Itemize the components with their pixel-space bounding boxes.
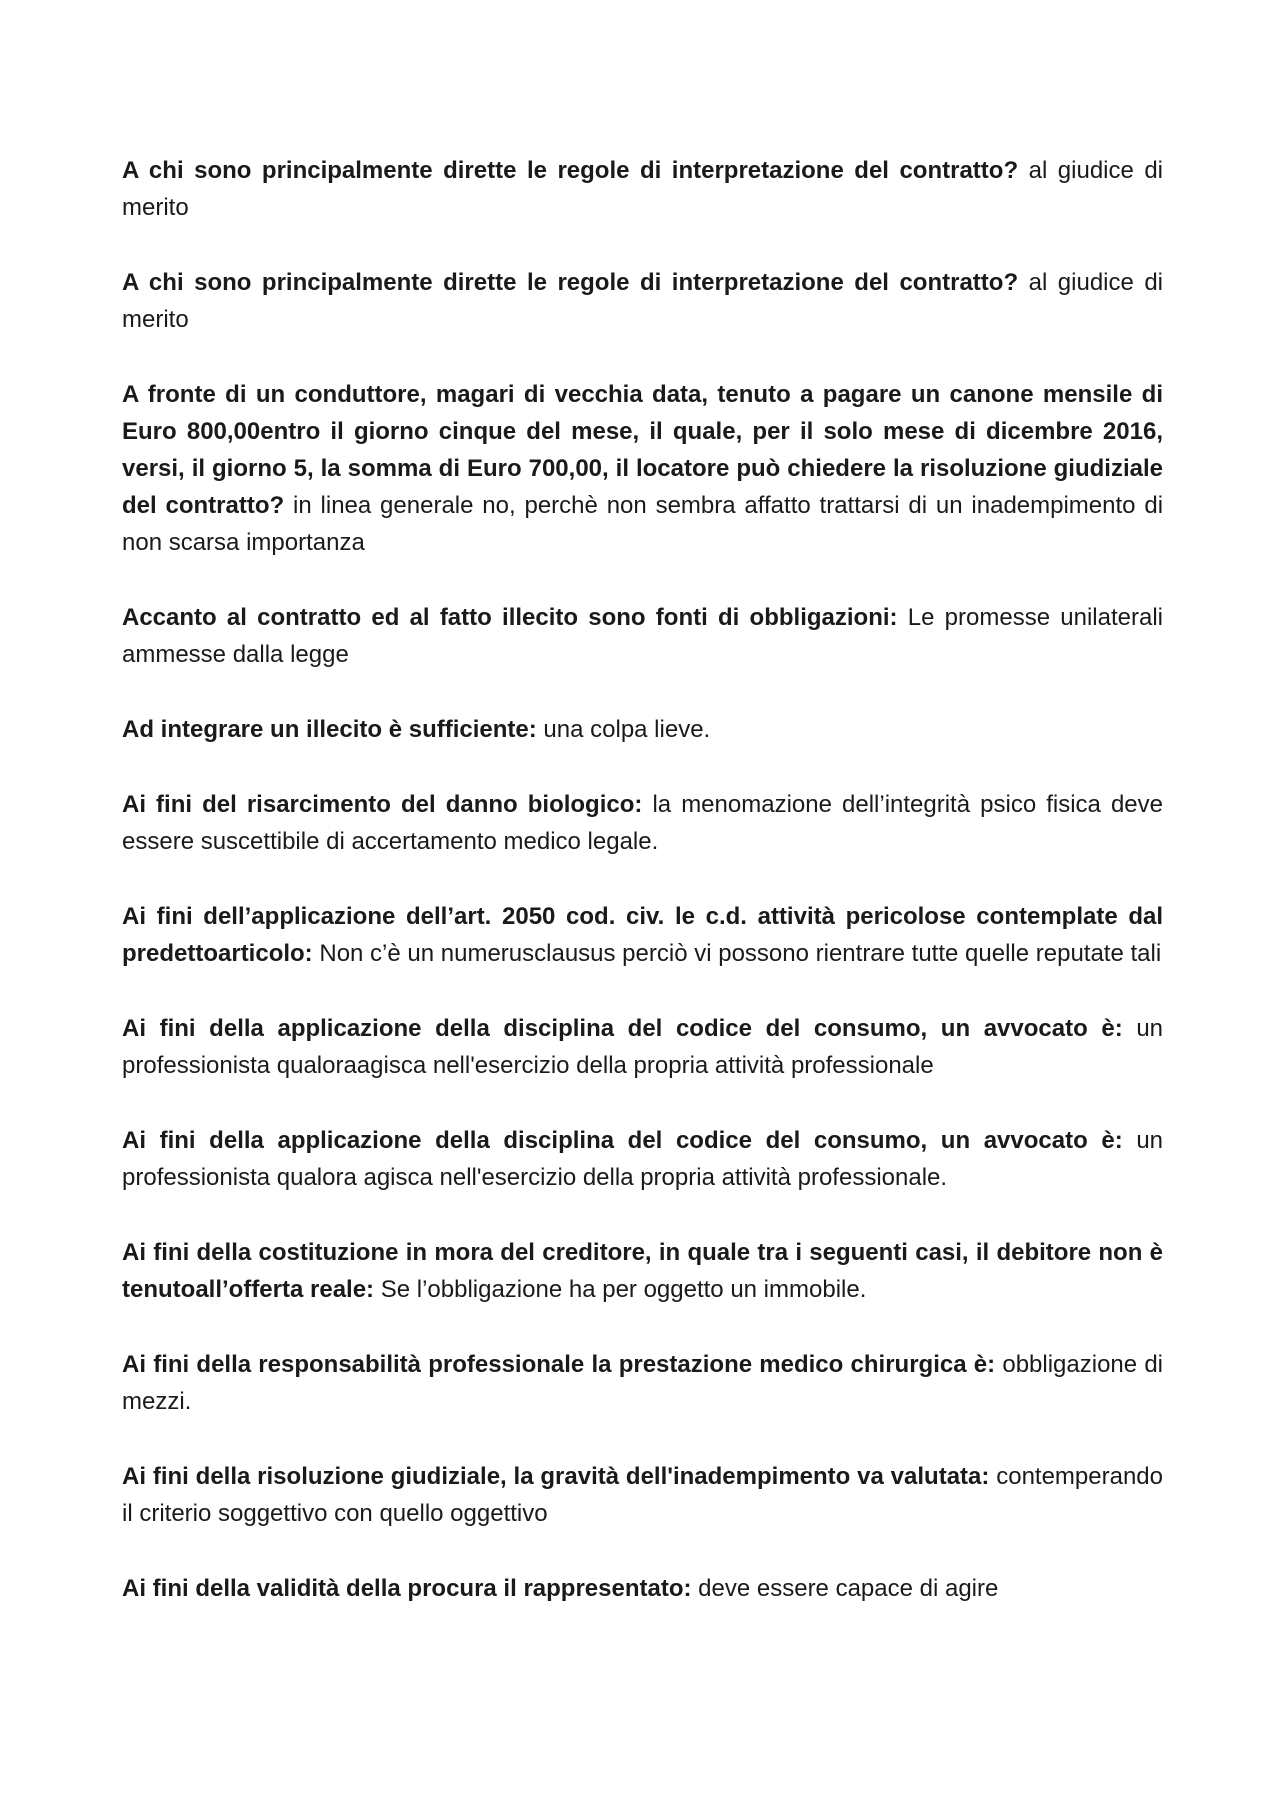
question-text: Ad integrare un illecito è sufficiente: [122,716,537,743]
question-text: Ai fini della risoluzione giudiziale, la gravità dell'inadempimento va valutata: [122,1463,990,1490]
qa-entry [122,376,1163,561]
qa-entry [122,1234,1163,1308]
question-text: Accanto al contratto ed al fatto illecito sono fonti di obbligazioni: [122,604,898,631]
answer-text: una colpa lieve. [543,716,711,743]
qa-entry [122,152,1163,226]
answer-text: Se l’obbligazione ha per oggetto un immobile. [380,1276,867,1303]
answer-text: Le promesse unilaterali ammesse dalla legge [122,604,1164,668]
qa-entry [122,264,1163,338]
question-text: Ai fini della responsabilità professionale la prestazione medico chirurgica è: [122,1351,996,1378]
answer-text: un professionista qualora agisca nell'esercizio della propria attività professionale. [122,1127,1164,1191]
answer-text: obbligazione di mezzi. [122,1351,1164,1415]
question-text: A fronte di un conduttore, magari di vecchia data, tenuto a pagare un canone mensile di Euro 800,00entro il giorno cinque del mese, il quale, per il solo mese di dicembre 2016, versi, il giorno 5, la somma di Euro 700,00, il locatore può chiedere la risoluzione giudiziale del contratto? [122,381,1163,519]
answer-text: deve essere capace di agire [698,1575,999,1602]
question-text: A chi sono principalmente dirette le regole di interpretazione del contratto? [122,157,1019,184]
qa-entry [122,1570,1163,1607]
qa-entry [122,711,1163,748]
answer-text: al giudice di merito [122,269,1164,333]
answer-text: Non c’è un numerusclausus perciò vi possono rientrare tutte quelle reputate tali [319,940,1162,967]
qa-entry [122,786,1163,860]
question-text: Ai fini della applicazione della disciplina del codice del consumo, un avvocato è: [122,1127,1123,1154]
qa-entry [122,1122,1163,1196]
qa-entry [122,1458,1163,1532]
question-text: Ai fini del risarcimento del danno biologico: [122,791,643,818]
question-text: Ai fini della validità della procura il rappresentato: [122,1575,692,1602]
question-text: Ai fini dell’applicazione dell’art. 2050 cod. civ. le c.d. attività pericolose contemplate dal predettoarticolo: [122,903,1163,967]
qa-entry [122,1346,1163,1420]
answer-text: al giudice di merito [122,157,1164,221]
qa-entry [122,1010,1163,1084]
answer-text: un professionista qualoraagisca nell'esercizio della propria attività professionale [122,1015,1164,1079]
answer-text: la menomazione dell’integrità psico fisica deve essere suscettibile di accertamento medico legale. [122,791,1163,855]
answer-text: contemperando il criterio soggettivo con quello oggettivo [122,1463,1163,1527]
answer-text: in linea generale no, perchè non sembra affatto trattarsi di un inadempimento di non scarsa importanza [122,492,1164,556]
question-text: Ai fini della costituzione in mora del creditore, in quale tra i seguenti casi, il debitore non è tenutoall’offerta reale: [122,1239,1163,1303]
qa-entry [122,599,1163,673]
question-text: Ai fini della applicazione della disciplina del codice del consumo, un avvocato è: [122,1015,1123,1042]
qa-entry [122,898,1163,972]
document-page [122,152,1163,1645]
question-text: A chi sono principalmente dirette le regole di interpretazione del contratto? [122,269,1019,296]
